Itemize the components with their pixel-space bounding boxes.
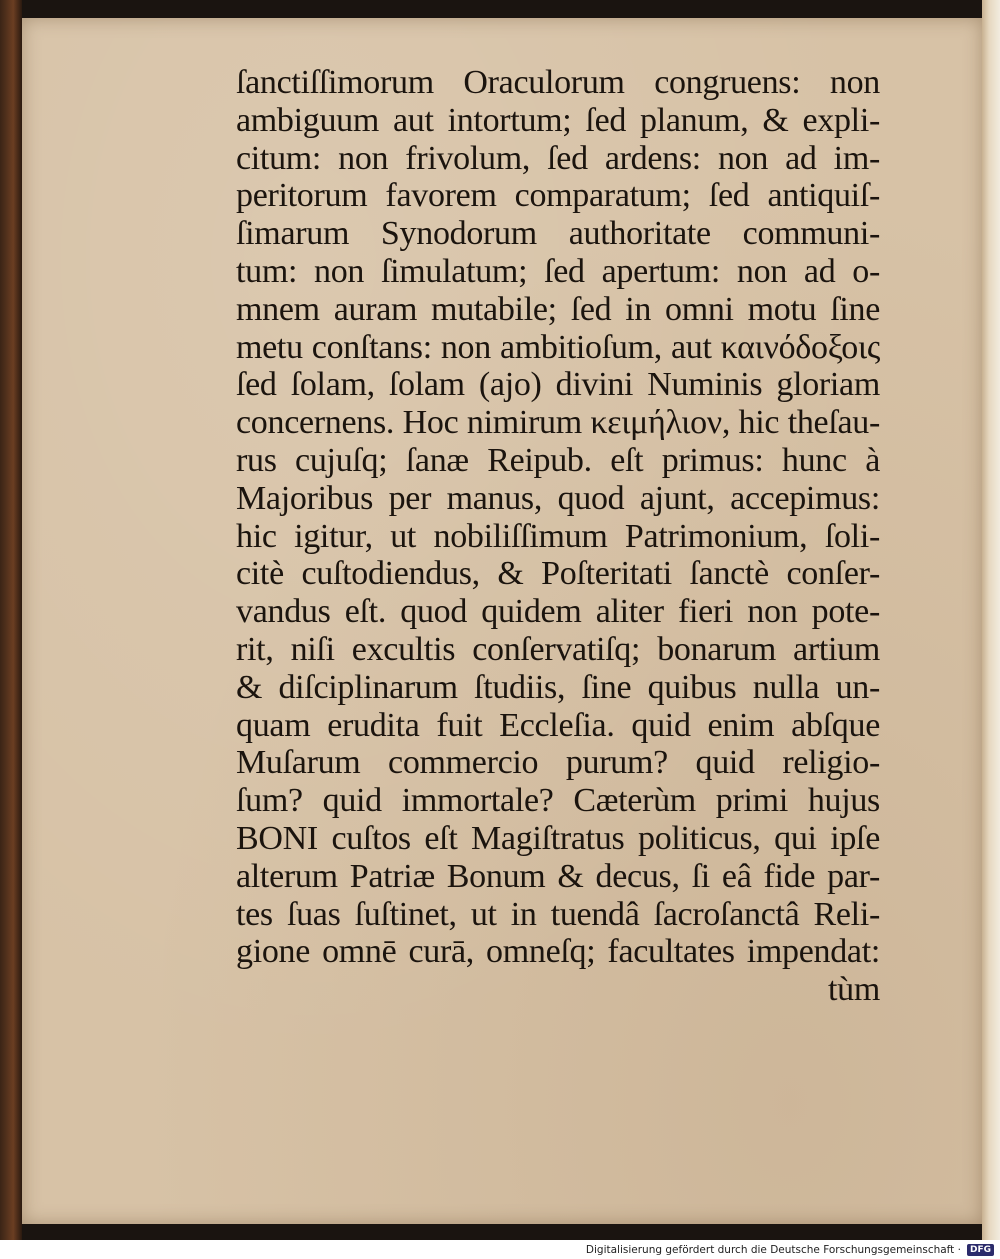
text-line: alterum Patriæ Bonum & decus, ſi eâ fide par- — [236, 857, 880, 895]
text-line: mnem auram mutabile; ſed in omni motu ſine — [236, 290, 880, 328]
text-line: ambiguum aut intortum; ſed planum, & expli- — [236, 101, 880, 139]
text-line: tum: non ſimulatum; ſed apertum: non ad o- — [236, 252, 880, 290]
text-block — [236, 64, 880, 1009]
text-line: ſanctiſſimorum Oraculorum congruens: non — [236, 64, 880, 101]
text-line: ſed ſolam, ſolam (ajo) divini Numinis gloriam — [236, 366, 880, 404]
footer-bar — [0, 1240, 1000, 1259]
dfg-logo: DFG — [967, 1244, 994, 1256]
text-line: concernens. Hoc nimirum κειμήλιον, hic theſau- — [236, 404, 880, 442]
text-line: peritorum favorem comparatum; ſed antiquiſ- — [236, 177, 880, 215]
text-line: rus cujuſq; ſanæ Reipub. eſt primus: hunc à — [236, 441, 880, 479]
text-line: quam erudita fuit Eccleſia. quid enim abſque — [236, 706, 880, 744]
text-line: citum: non frivolum, ſed ardens: non ad im- — [236, 139, 880, 177]
text-line: ſum? quid immortale? Cæterùm primi hujus — [236, 782, 880, 820]
catchword: tùm — [828, 971, 880, 1009]
text-line: hic igitur, ut nobiliſſimum Patrimonium, ſoli- — [236, 517, 880, 555]
text-line: BONI cuſtos eſt Magiſtratus politicus, qui ipſe — [236, 819, 880, 857]
book-spine — [0, 0, 22, 1240]
text-line: Majoribus per manus, quod ajunt, accepimus: — [236, 479, 880, 517]
page-edge — [982, 0, 1000, 1240]
text-line: citè cuſtodiendus, & Poſteritati ſanctè conſer- — [236, 555, 880, 593]
text-line: & diſciplinarum ſtudiis, ſine quibus nulla un- — [236, 668, 880, 706]
text-line: ſimarum Synodorum authoritate communi- — [236, 215, 880, 253]
text-line: metu conſtans: non ambitioſum, aut καινόδοξοις — [236, 328, 880, 366]
text-line: gione omnē curā, omneſq; facultates impendat: — [236, 933, 880, 971]
text-line: Muſarum commercio purum? quid religio- — [236, 744, 880, 782]
funding-notice: Digitalisierung gefördert durch die Deutsche Forschungsgemeinschaft · — [585, 1243, 961, 1256]
text-line: tes ſuas ſuſtinet, ut in tuendâ ſacroſanctâ Reli- — [236, 895, 880, 933]
text-line: rit, niſi excultis conſervatiſq; bonarum artium — [236, 630, 880, 668]
text-line: vandus eſt. quod quidem aliter fieri non pote- — [236, 593, 880, 631]
